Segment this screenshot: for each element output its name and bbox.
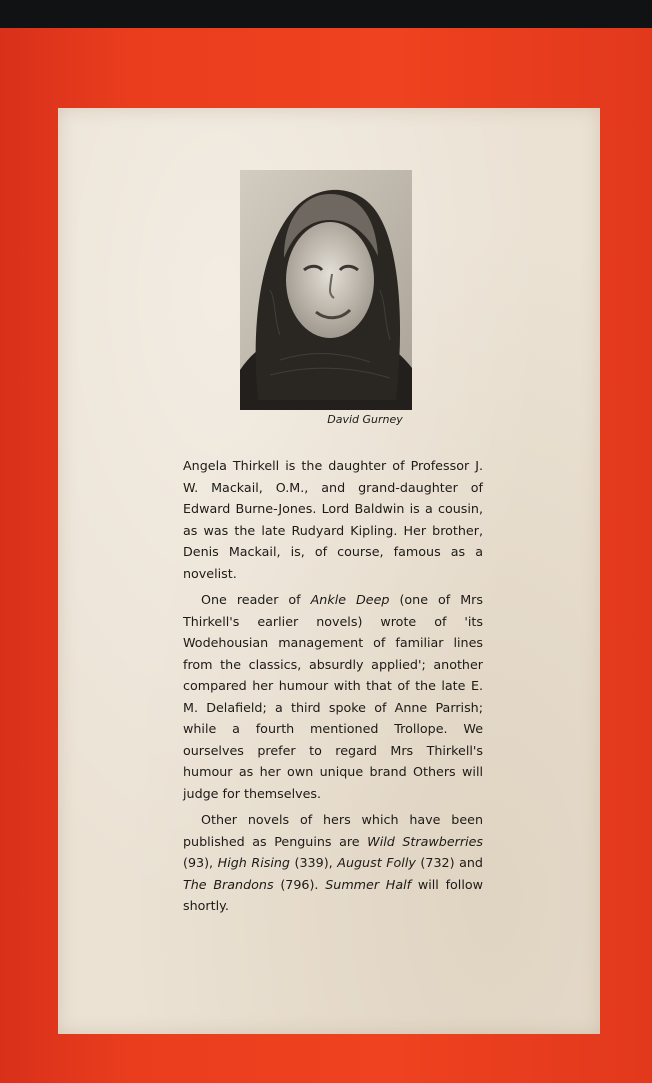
book-title-wild-strawberries: Wild Strawberries <box>367 833 484 849</box>
book-title-august-folly: August Folly <box>337 855 416 870</box>
book-title-summer-half: Summer Half <box>325 876 412 892</box>
book-title-ankle-deep: Ankle Deep <box>310 592 390 607</box>
bio-paragraph-2: One reader of Ankle Deep (one of Mrs Thirkell's earlier novels) wrote of 'its Wodehousian management of familiar lines from the classics, absurdly applied'; another compared her humour with that of the late E. M. Delafield; a third spoke of Anne Parrish; while a fourth mentioned Trollope. We ourselves prefer to regard Mrs Thirkell's humour as her own unique brand Others will judge for themselves. <box>183 592 483 801</box>
author-portrait-photo <box>240 170 412 410</box>
bio-paragraph-1: Angela Thirkell is the daughter of Professor J. W. Mackail, O.M., and grand-daughter of Edward Burne-Jones. Lord Baldwin is a cousin, as was the late Rudyard Kipling. Her brother, Denis Mackail, is, of course, famous as a novelist. <box>183 458 483 581</box>
bio-paragraph-3: Other novels of hers which have been published as Penguins are Wild Strawberries (93), High Rising (339), August Folly (732) and The Brandons (796). Summer Half will follow shortly. <box>183 812 484 913</box>
photo-credit: David Gurney <box>327 413 403 426</box>
book-title-high-rising: High Rising <box>217 855 290 870</box>
top-background-strip <box>0 0 652 30</box>
author-biography <box>183 455 483 922</box>
book-title-the-brandons: The Brandons <box>183 876 274 892</box>
